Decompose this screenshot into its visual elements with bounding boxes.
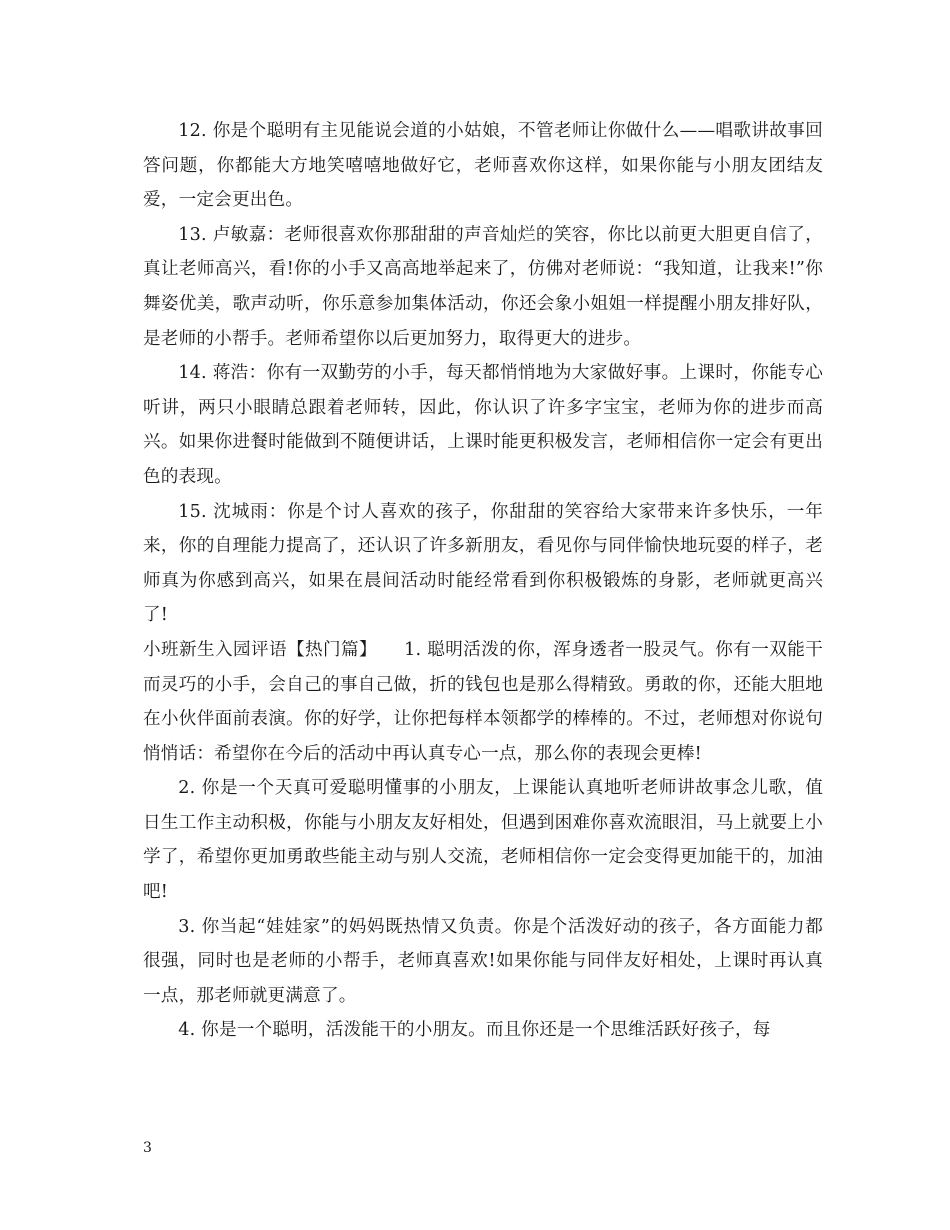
paragraph-comment-15: 15. 沈城雨：你是个讨人喜欢的孩子，你甜甜的笑容给大家带来许多快乐，一年来，你的自理能力提高了，还认识了许多新朋友，看见你与同伴愉快地玩耍的样子，老师真为你感到高兴，如果在晨间活动时能经常看到你积极锻炼的身影，老师就更高兴了! — [143, 501, 823, 626]
paragraph-section-heading-comment-1: 小班新生入园评语【热门篇】 1. 聪明活泼的你，浑身透者一股灵气。你有一双能干而灵巧的小手，会自己的事自己做，折的钱包也是那么得精致。勇敢的你，还能大胆地在小伙伴面前表演。你的好学，让你把每样本领都学的棒棒的。不过，老师想对你说句悄悄话：希望你在今后的活动中再认真专心一点，那么你的表现会更棒! — [143, 639, 823, 764]
paragraph-comment-3: 3. 你当起“娃娃家”的妈妈既热情又负责。你是个活泼好动的孩子，各方面能力都很强，同时也是老师的小帮手，老师真喜欢!如果你能与同伴友好相处，上课时再认真一点，那老师就更满意了。 — [143, 916, 823, 1006]
paragraph-comment-14: 14. 蒋浩：你有一双勤劳的小手，每天都悄悄地为大家做好事。上课时，你能专心听讲，两只小眼睛总跟着老师转，因此，你认识了许多字宝宝，老师为你的进步而高兴。如果你进餐时能做到不随便讲话，上课时能更积极发言，老师相信你一定会有更出色的表现。 — [143, 363, 823, 487]
paragraph-comment-4: 4. 你是一个聪明，活泼能干的小朋友。而且你还是一个思维活跃好孩子，每 — [178, 1020, 771, 1041]
page-number: 3 — [143, 1140, 152, 1156]
paragraph-comment-12: 12. 你是个聪明有主见能说会道的小姑娘，不管老师让你做什么——唱歌讲故事回答问题，你都能大方地笑嘻嘻地做好它，老师喜欢你这样，如果你能与小朋友团结友爱，一定会更出色。 — [143, 121, 823, 211]
paragraph-comment-2: 2. 你是一个天真可爱聪明懂事的小朋友，上课能认真地听老师讲故事念儿歌，值日生工作主动积极，你能与小朋友友好相处，但遇到困难你喜欢流眼泪，马上就要上小学了，希望你更加勇敢些能主动与别人交流，老师相信你一定会变得更加能干的，加油吧! — [143, 778, 823, 903]
document-body — [143, 114, 823, 1048]
paragraph-comment-13: 13. 卢敏嘉：老师很喜欢你那甜甜的声音灿烂的笑容，你比以前更大胆更自信了，真让老师高兴，看!你的小手又高高地举起来了，仿佛对老师说：“我知道，让我来!”你舞姿优美，歌声动听，你乐意参加集体活动，你还会象小姐姐一样提醒小朋友排好队，是老师的小帮手。老师希望你以后更加努力，取得更大的进步。 — [143, 224, 823, 349]
